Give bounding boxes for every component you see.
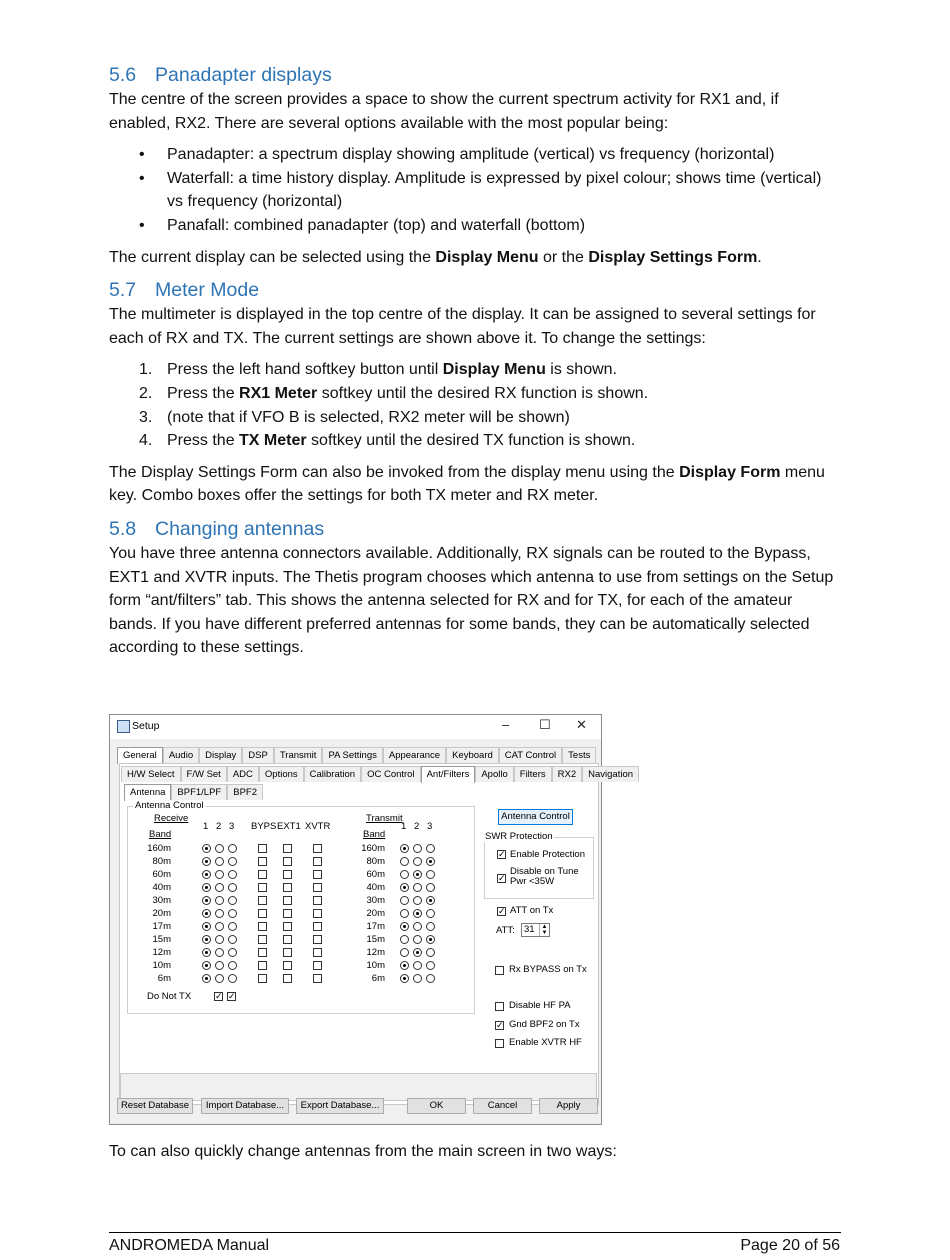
bullet-item <box>109 167 841 214</box>
tab-tests[interactable]: Tests <box>562 747 596 763</box>
tx-band-label: 30m <box>366 895 385 906</box>
bold-term: Display Settings Form <box>588 248 758 266</box>
tx-band-label: 80m <box>366 856 385 867</box>
section-title: Changing antennas <box>155 517 325 540</box>
rx-antenna-radio[interactable] <box>202 857 211 866</box>
rx-aux-checkbox[interactable] <box>258 857 267 866</box>
paragraph: To can also quickly change antennas from the main screen in two ways: <box>109 1143 617 1160</box>
rx-antenna-radio[interactable] <box>228 935 237 944</box>
bullet-list <box>109 143 841 237</box>
do-not-tx-checkbox[interactable]: ✓ <box>215 991 223 1001</box>
tx-antenna-radio[interactable] <box>400 844 409 853</box>
tx-antenna-radio[interactable] <box>400 961 409 970</box>
att-label: ATT: <box>496 925 515 936</box>
tx-band-label: 15m <box>366 934 385 945</box>
rx-antenna-radio[interactable] <box>202 961 211 970</box>
bold-term: RX1 Meter <box>239 384 318 402</box>
rx-antenna-radio[interactable] <box>228 961 237 970</box>
bullet-marker: • <box>139 216 145 234</box>
gnd-bpf2-label: Gnd BPF2 on Tx <box>509 1019 580 1030</box>
rx-aux-checkbox[interactable] <box>258 922 267 931</box>
rx-port-header: 2 <box>216 821 222 832</box>
text-run: Press the <box>167 432 240 450</box>
rx-band-header: Band <box>149 829 172 840</box>
tab-general[interactable]: General <box>117 747 163 764</box>
tab-cat-control[interactable]: CAT Control <box>499 747 562 763</box>
rx-antenna-radio[interactable] <box>202 922 211 931</box>
rx-aux-checkbox[interactable] <box>283 844 292 853</box>
tx-antenna-radio[interactable] <box>400 935 409 944</box>
rx-aux-checkbox[interactable] <box>313 896 322 905</box>
bullet-marker: • <box>139 146 145 164</box>
step-number: 1. <box>139 361 153 379</box>
tab-row-general <box>121 766 639 782</box>
bullet-text: Panadapter: a spectrum display showing amplitude (vertical) vs frequency (horizontal) <box>167 146 775 164</box>
tab-options[interactable]: Options <box>259 766 304 782</box>
numbered-item <box>109 382 841 406</box>
reset-database-button[interactable]: Reset Database <box>117 1098 193 1114</box>
rx-antenna-radio[interactable] <box>228 974 237 983</box>
rx-band-label: 160m <box>147 843 171 854</box>
tx-band-label: 20m <box>366 908 385 919</box>
rx-aux-checkbox[interactable] <box>283 961 292 970</box>
rx-aux-checkbox[interactable] <box>258 935 267 944</box>
section-number: 5.7 <box>109 279 137 302</box>
section-heading-5-6 <box>109 62 841 88</box>
rx-aux-checkbox[interactable] <box>283 974 292 983</box>
tx-antenna-radio[interactable] <box>400 857 409 866</box>
rx-aux-header: XVTR <box>305 821 331 832</box>
text-run: The current display can be selected using the <box>109 248 436 266</box>
tab-bpf1-lpf[interactable]: BPF1/LPF <box>171 784 227 800</box>
rx-antenna-radio[interactable] <box>202 896 211 905</box>
rx-antenna-radio[interactable] <box>202 948 211 957</box>
tx-antenna-radio[interactable] <box>426 870 435 879</box>
tx-port-header: 1 <box>401 821 407 832</box>
tab-filters[interactable]: Filters <box>514 766 552 782</box>
transmit-header: Transmit <box>366 813 403 824</box>
disable-on-tune-checkbox[interactable]: ✓ <box>498 873 506 883</box>
do-not-tx-checkbox[interactable]: ✓ <box>228 991 236 1001</box>
export-database-button[interactable]: Export Database... <box>296 1098 384 1114</box>
rx-aux-checkbox[interactable] <box>258 909 267 918</box>
rx-antenna-radio[interactable] <box>202 883 211 892</box>
rx-band-label: 40m <box>152 882 171 893</box>
spinner-arrows-icon[interactable]: ▲ ▼ <box>539 924 549 936</box>
tab-audio[interactable]: Audio <box>163 747 199 763</box>
ok-button[interactable]: OK <box>407 1098 466 1114</box>
enable-protection-checkbox[interactable]: ✓ <box>498 849 506 859</box>
rx-antenna-radio[interactable] <box>228 896 237 905</box>
text-run: or the <box>538 248 589 266</box>
footer-rule <box>109 1232 841 1233</box>
tx-antenna-radio[interactable] <box>400 909 409 918</box>
receive-header: Receive <box>154 813 189 824</box>
rx-antenna-radio[interactable] <box>228 870 237 879</box>
rx-aux-checkbox[interactable] <box>313 870 322 879</box>
gnd-bpf2-checkbox[interactable]: ✓ <box>496 1020 504 1030</box>
tab-ant-filters[interactable]: Ant/Filters <box>421 766 476 783</box>
rx-antenna-radio[interactable] <box>228 909 237 918</box>
rx-antenna-radio[interactable] <box>202 909 211 918</box>
tab-rx2[interactable]: RX2 <box>552 766 582 782</box>
rx-aux-checkbox[interactable] <box>258 974 267 983</box>
rx-aux-checkbox[interactable] <box>313 909 322 918</box>
text-run: softkey until the desired RX function is shown. <box>317 384 649 402</box>
tab-row-main <box>117 747 596 763</box>
rx-aux-checkbox[interactable] <box>313 974 322 983</box>
tx-port-header: 2 <box>414 821 420 832</box>
att-on-tx-label: ATT on Tx <box>510 905 554 916</box>
disable-on-tune-label: Pwr <35W <box>510 876 555 887</box>
text-run: (note that if VFO B is selected, RX2 meter will be shown) <box>167 408 570 426</box>
rx-band-label: 80m <box>152 856 171 867</box>
page-content <box>109 62 841 660</box>
rx-aux-checkbox[interactable] <box>258 961 267 970</box>
rx-aux-checkbox[interactable] <box>258 896 267 905</box>
tab-calibration[interactable]: Calibration <box>304 766 361 782</box>
rx-band-label: 10m <box>152 960 171 971</box>
tx-antenna-radio[interactable] <box>426 883 435 892</box>
page-number: Page 20 of 56 <box>740 1237 840 1254</box>
rx-antenna-radio[interactable] <box>215 896 224 905</box>
tx-antenna-radio[interactable] <box>400 870 409 879</box>
maximize-button[interactable]: ☐ <box>539 717 551 732</box>
minimize-button[interactable]: – <box>502 717 510 732</box>
section-title: Panadapter displays <box>155 64 332 86</box>
numbered-item <box>109 429 841 453</box>
tx-antenna-radio[interactable] <box>426 948 435 957</box>
rx-antenna-radio[interactable] <box>215 883 224 892</box>
tab-oc-control[interactable]: OC Control <box>361 766 421 782</box>
rx-port-header: 3 <box>229 821 235 832</box>
bullet-marker: • <box>139 169 145 187</box>
rx-antenna-radio[interactable] <box>215 922 224 931</box>
tx-antenna-radio[interactable] <box>426 909 435 918</box>
bullet-item <box>109 143 841 167</box>
rx-bypass-label: Rx BYPASS on Tx <box>509 964 587 975</box>
text-run: Press the left hand softkey button until <box>167 361 443 379</box>
tx-antenna-radio[interactable] <box>400 922 409 931</box>
cancel-button[interactable]: Cancel <box>473 1098 532 1114</box>
tx-antenna-radio[interactable] <box>413 896 422 905</box>
tx-antenna-radio[interactable] <box>426 935 435 944</box>
tx-band-label: 60m <box>366 869 385 880</box>
group-label: Antenna Control <box>135 800 204 811</box>
rx-aux-checkbox[interactable] <box>313 922 322 931</box>
rx-band-label: 17m <box>152 921 171 932</box>
tx-antenna-radio[interactable] <box>413 935 422 944</box>
rx-port-header: 1 <box>203 821 209 832</box>
rx-antenna-radio[interactable] <box>202 844 211 853</box>
window-title: Setup <box>132 720 160 732</box>
tx-antenna-radio[interactable] <box>426 961 435 970</box>
section-number: 5.8 <box>109 517 137 540</box>
tab-transmit[interactable]: Transmit <box>274 747 323 763</box>
rx-aux-checkbox[interactable] <box>283 857 292 866</box>
att-spinner[interactable] <box>521 923 550 937</box>
tx-band-label: 10m <box>366 960 385 971</box>
rx-aux-checkbox[interactable] <box>283 896 292 905</box>
text-run: is shown. <box>545 361 617 379</box>
text-run: Press the <box>167 384 240 402</box>
tab-antenna[interactable]: Antenna <box>124 784 171 801</box>
tab-display[interactable]: Display <box>199 747 242 763</box>
rx-aux-checkbox[interactable] <box>283 922 292 931</box>
rx-aux-checkbox[interactable] <box>313 883 322 892</box>
enable-xvtr-checkbox[interactable] <box>495 1039 504 1048</box>
rx-aux-header: BYPS <box>251 821 277 832</box>
rx-antenna-radio[interactable] <box>215 935 224 944</box>
tx-band-header: Band <box>363 829 386 840</box>
rx-antenna-radio[interactable] <box>228 844 237 853</box>
tx-antenna-radio[interactable] <box>426 857 435 866</box>
tx-band-label: 17m <box>366 921 385 932</box>
rx-aux-checkbox[interactable] <box>283 909 292 918</box>
rx-aux-checkbox[interactable] <box>258 844 267 853</box>
bullet-text: Panafall: combined panadapter (top) and waterfall (bottom) <box>167 216 586 234</box>
footer-title: ANDROMEDA Manual <box>109 1237 270 1254</box>
tx-antenna-radio[interactable] <box>426 896 435 905</box>
rx-aux-checkbox[interactable] <box>258 948 267 957</box>
section-heading-5-8 <box>109 516 841 542</box>
rx-band-label: 6m <box>157 973 171 984</box>
rx-antenna-radio[interactable] <box>228 948 237 957</box>
rx-aux-checkbox[interactable] <box>313 948 322 957</box>
tx-band-label: 40m <box>366 882 385 893</box>
tx-antenna-radio[interactable] <box>413 922 422 931</box>
tx-antenna-radio[interactable] <box>413 857 422 866</box>
apply-button[interactable]: Apply <box>539 1098 598 1114</box>
tx-antenna-radio[interactable] <box>426 974 435 983</box>
tab-appearance[interactable]: Appearance <box>383 747 446 763</box>
att-on-tx-checkbox[interactable]: ✓ <box>498 906 506 916</box>
text-run: softkey until the desired TX function is shown. <box>306 432 636 450</box>
att-value: 31 <box>524 924 535 935</box>
paragraph <box>109 246 841 270</box>
do-not-tx-label: Do Not TX <box>147 991 192 1002</box>
tx-antenna-radio[interactable] <box>400 948 409 957</box>
rx-aux-checkbox[interactable] <box>313 857 322 866</box>
rx-antenna-radio[interactable] <box>202 974 211 983</box>
tx-antenna-radio[interactable] <box>400 896 409 905</box>
rx-antenna-radio[interactable] <box>215 948 224 957</box>
rx-antenna-radio[interactable] <box>215 961 224 970</box>
status-area <box>120 1073 597 1101</box>
bullet-text: Waterfall: a time history display. Amplitude is expressed by pixel colour; shows time (vertical) vs frequency (horizontal) <box>167 169 822 211</box>
disable-hf-pa-label: Disable HF PA <box>509 1000 571 1011</box>
bold-term: Display Menu <box>442 361 546 379</box>
section-title: Meter Mode <box>155 279 260 302</box>
rx-aux-checkbox[interactable] <box>313 844 322 853</box>
rx-aux-checkbox[interactable] <box>258 883 267 892</box>
tab-adc[interactable]: ADC <box>227 766 259 782</box>
rx-bypass-checkbox[interactable] <box>495 966 504 975</box>
tx-band-label: 6m <box>371 973 385 984</box>
tx-antenna-radio[interactable] <box>426 922 435 931</box>
import-database-button[interactable]: Import Database... <box>201 1098 289 1114</box>
step-number: 4. <box>139 432 153 450</box>
setup-window <box>109 714 634 1125</box>
rx-band-label: 12m <box>152 947 171 958</box>
disable-on-tune-label: Disable on Tune <box>510 866 579 877</box>
tx-antenna-radio[interactable] <box>426 844 435 853</box>
swr-group-label: SWR Protection <box>485 831 553 842</box>
step-number: 3. <box>139 408 153 426</box>
paragraph: You have three antenna connectors available. Additionally, RX signals can be routed to the Bypass, EXT1 and XVTR inputs. The Thetis program chooses which antenna to use from settings on the Setup form “ant/filters” tab. This shows the antenna selected for RX and for TX, for each of the amateur bands. If you have different preferred antennas for some bands, they can be automatically selected according to these settings. <box>109 544 834 657</box>
disable-hf-pa-checkbox[interactable] <box>495 1002 504 1011</box>
tx-antenna-radio[interactable] <box>413 870 422 879</box>
tx-antenna-radio[interactable] <box>413 974 422 983</box>
tab-navigation[interactable]: Navigation <box>582 766 639 782</box>
rx-antenna-radio[interactable] <box>228 883 237 892</box>
tx-band-label: 160m <box>361 843 385 854</box>
rx-aux-checkbox[interactable] <box>283 935 292 944</box>
text-run: . <box>757 248 762 266</box>
step-number: 2. <box>139 384 153 402</box>
tab-pa-settings[interactable]: PA Settings <box>322 747 382 763</box>
section-heading-5-7 <box>109 277 841 303</box>
rx-aux-checkbox[interactable] <box>313 961 322 970</box>
numbered-item <box>109 406 841 430</box>
rx-band-label: 30m <box>152 895 171 906</box>
antenna-control-group <box>127 800 475 1014</box>
enable-protection-label: Enable Protection <box>510 849 585 860</box>
tab-apollo[interactable]: Apollo <box>475 766 513 782</box>
tab-h-w-select[interactable]: H/W Select <box>121 766 181 782</box>
bold-term: Display Menu <box>435 248 539 266</box>
paragraph: The multimeter is displayed in the top centre of the display. It can be assigned to several settings for each of RX and TX. The current settings are shown above it. To change the settings: <box>109 306 816 347</box>
rx-aux-checkbox[interactable] <box>283 883 292 892</box>
tab-bpf2[interactable]: BPF2 <box>227 784 263 800</box>
antenna-control-button[interactable]: Antenna Control <box>498 809 573 825</box>
tx-antenna-radio[interactable] <box>413 883 422 892</box>
app-icon <box>117 720 130 733</box>
tx-band-label: 12m <box>366 947 385 958</box>
rx-band-label: 60m <box>152 869 171 880</box>
rx-aux-checkbox[interactable] <box>283 948 292 957</box>
close-button[interactable]: ✕ <box>576 717 587 732</box>
rx-antenna-radio[interactable] <box>228 857 237 866</box>
rx-aux-header: EXT1 <box>277 821 301 832</box>
rx-band-label: 15m <box>152 934 171 945</box>
rx-antenna-radio[interactable] <box>215 857 224 866</box>
paragraph <box>109 461 841 508</box>
rx-antenna-radio[interactable] <box>215 974 224 983</box>
rx-antenna-radio[interactable] <box>202 870 211 879</box>
tab-keyboard[interactable]: Keyboard <box>446 747 499 763</box>
enable-xvtr-label: Enable XVTR HF <box>509 1037 582 1048</box>
rx-aux-checkbox[interactable] <box>313 935 322 944</box>
tab-row-antfilters <box>124 784 263 800</box>
tx-antenna-radio[interactable] <box>413 909 422 918</box>
text-run: The Display Settings Form can also be invoked from the display menu using the <box>109 463 680 481</box>
rx-antenna-radio[interactable] <box>215 909 224 918</box>
tab-dsp[interactable]: DSP <box>242 747 274 763</box>
tx-antenna-radio[interactable] <box>400 974 409 983</box>
tx-antenna-radio[interactable] <box>413 961 422 970</box>
bold-term: Display Form <box>679 463 781 481</box>
paragraph: The centre of the screen provides a space to show the current spectrum activity for RX1 and, if enabled, RX2. There are several options available with the most popular being: <box>109 91 779 132</box>
rx-aux-checkbox[interactable] <box>283 870 292 879</box>
tx-antenna-radio[interactable] <box>413 844 422 853</box>
rx-antenna-radio[interactable] <box>202 935 211 944</box>
numbered-item <box>109 358 841 382</box>
section-number: 5.6 <box>109 64 137 86</box>
rx-antenna-radio[interactable] <box>228 922 237 931</box>
rx-antenna-radio[interactable] <box>215 844 224 853</box>
tx-antenna-radio[interactable] <box>400 883 409 892</box>
window-titlebar <box>110 715 601 739</box>
bullet-item <box>109 214 841 238</box>
tab-f-w-set[interactable]: F/W Set <box>181 766 227 782</box>
rx-aux-checkbox[interactable] <box>258 870 267 879</box>
tx-port-header: 3 <box>427 821 433 832</box>
text-run: menu key. Combo boxes offer the settings for both TX meter and RX meter. <box>109 463 825 505</box>
rx-antenna-radio[interactable] <box>215 870 224 879</box>
bold-term: TX Meter <box>239 432 307 450</box>
rx-band-label: 20m <box>152 908 171 919</box>
numbered-list <box>109 358 841 452</box>
tx-antenna-radio[interactable] <box>413 948 422 957</box>
